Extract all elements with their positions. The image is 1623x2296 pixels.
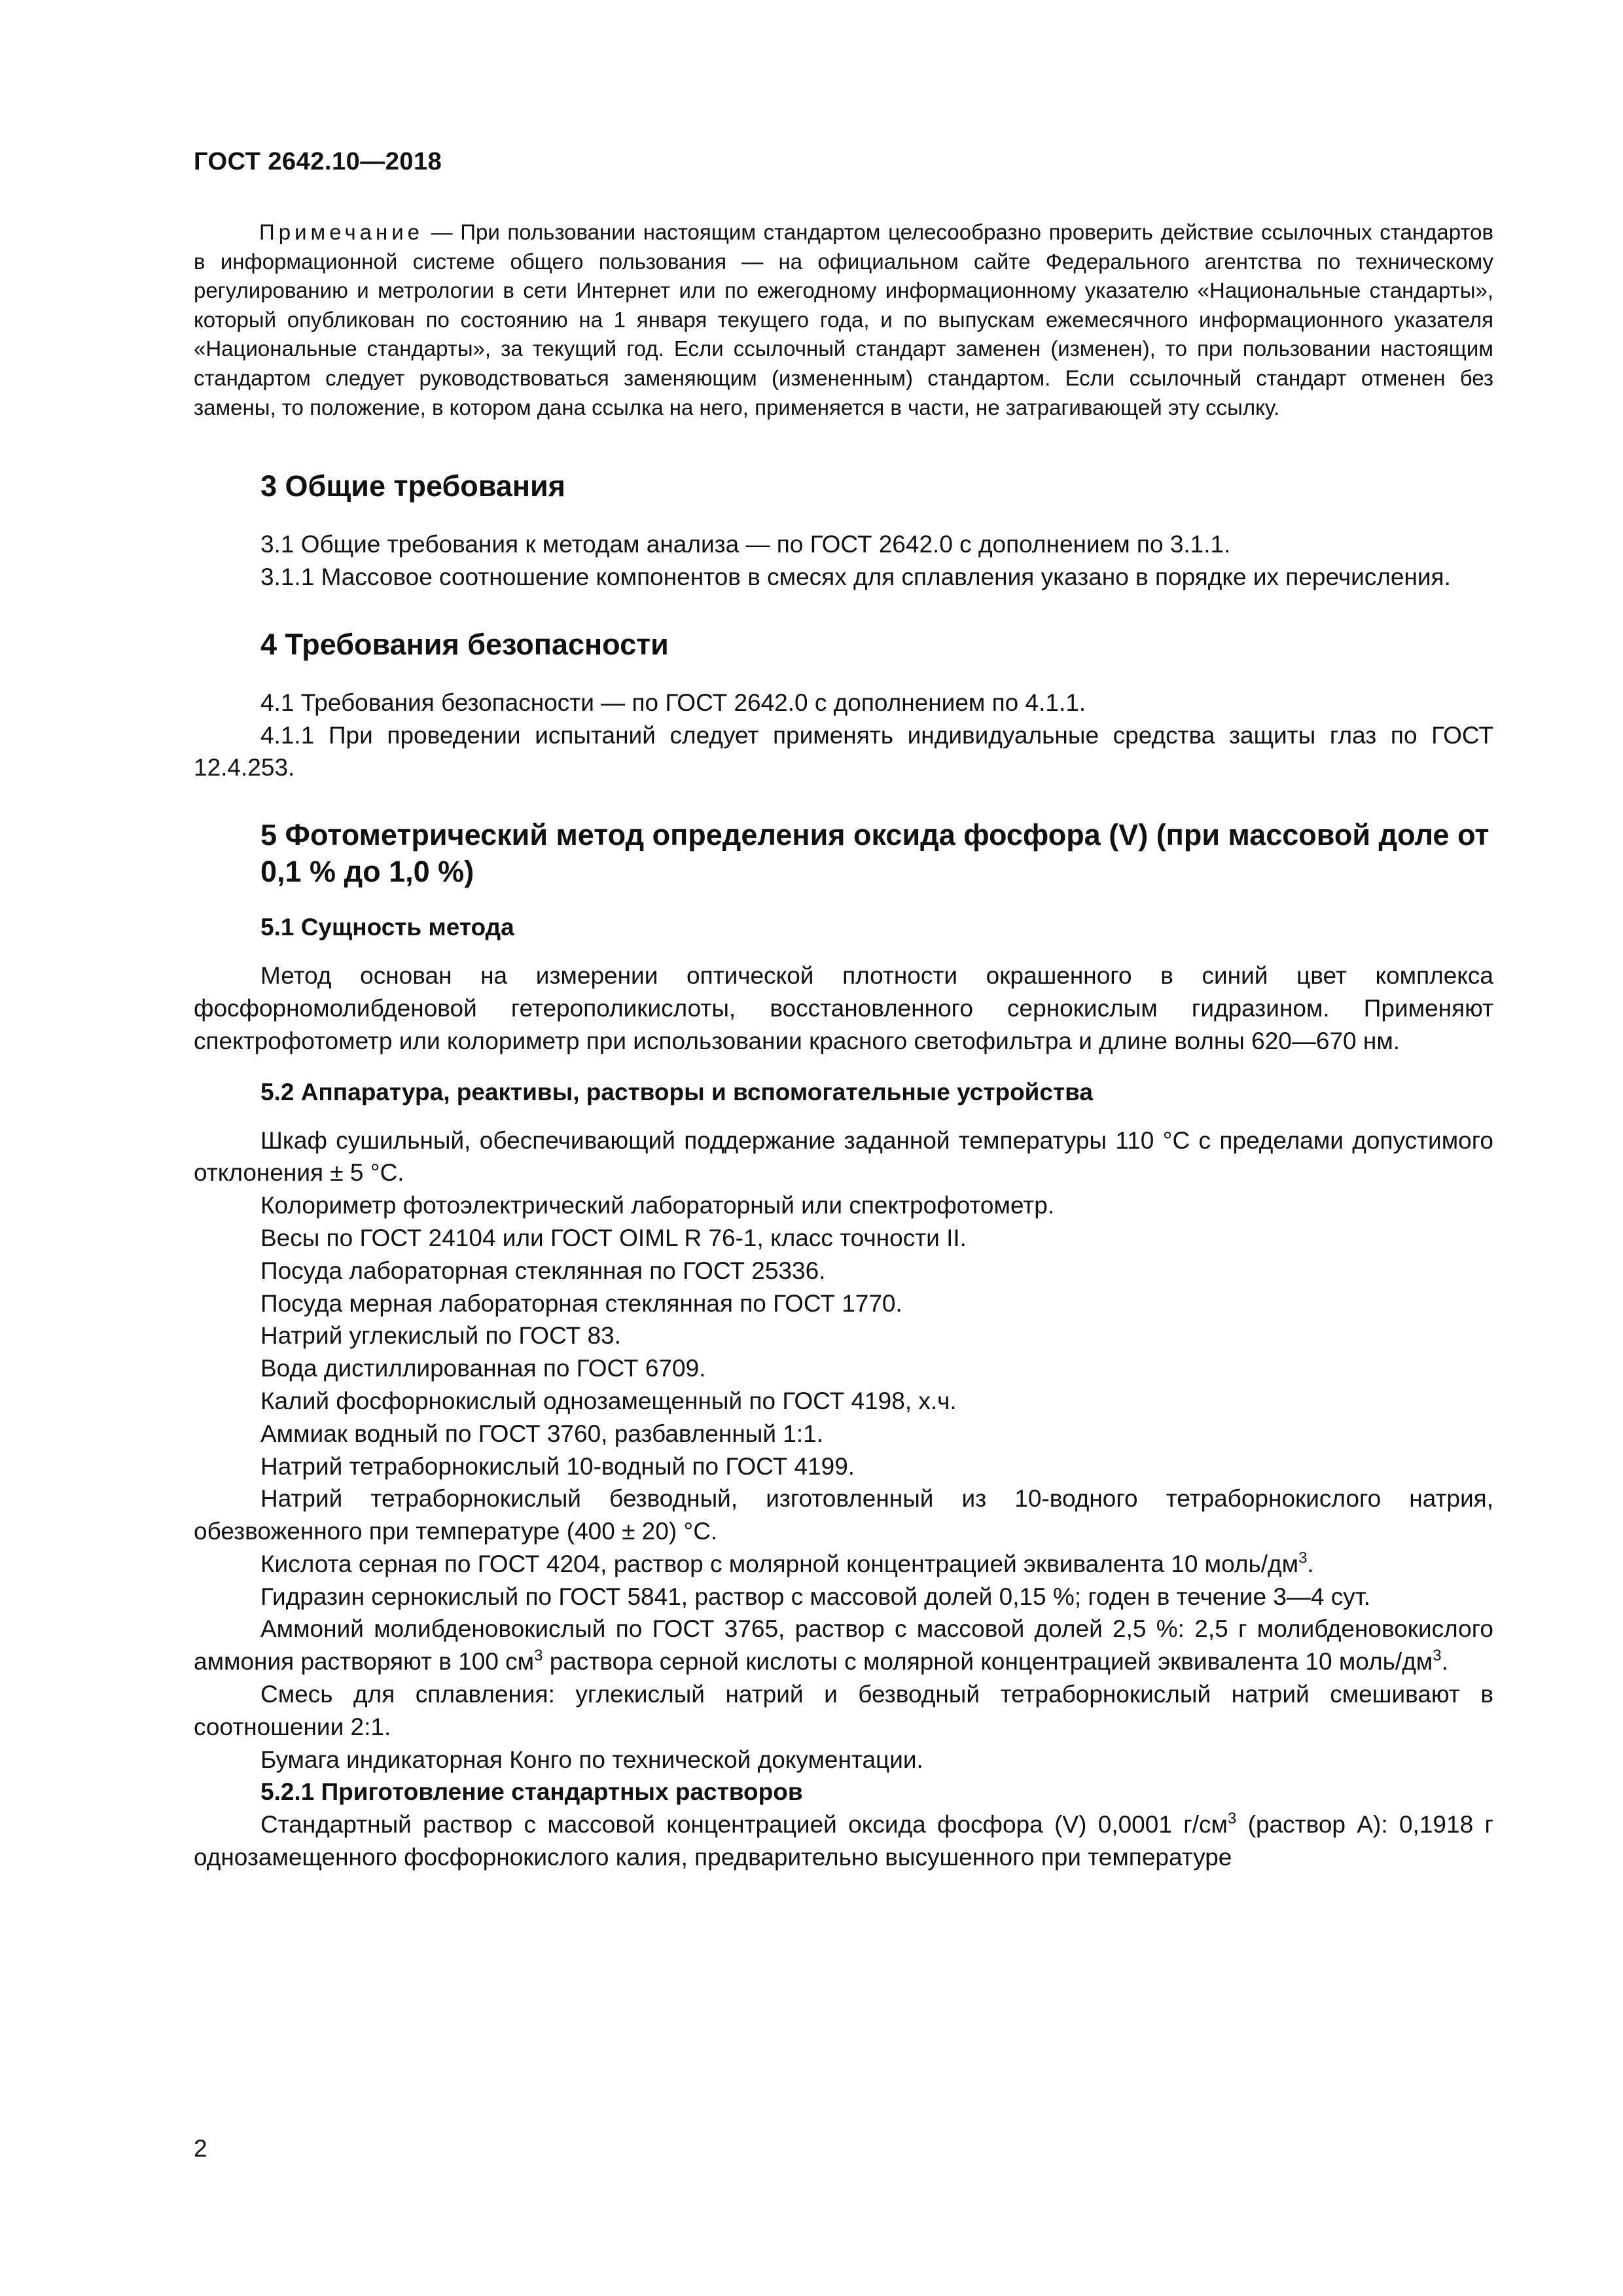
standard-solution-text-a: Стандартный раствор с массовой концентрацией оксида фосфора (V) 0,0001 г/см: [260, 1811, 1228, 1839]
standard-solution-paragraph: [194, 1808, 1493, 1874]
document-page: [194, 137, 1493, 1874]
subsection-5-2-title: 5.2 Аппаратура, реактивы, растворы и вспомогательные устройства: [260, 1078, 1093, 1105]
mixture-item: Смесь для сплавления: углекислый натрий и безводный тетраборнокислый натрий смешивают в соотношении 2:1.: [194, 1681, 1493, 1740]
page-number: 2: [194, 2135, 207, 2162]
subsection-5-1-title: 5.1 Сущность метода: [260, 914, 514, 941]
paragraph-3-1: 3.1 Общие требования к методам анализа — по ГОСТ 2642.0 с дополнением по 3.1.1.: [260, 531, 1231, 558]
section-3-title: 3 Общие требования: [260, 469, 565, 503]
paragraph-5-1: Метод основан на измерении оптической плотности окрашенного в синий цвет комплекса фосфорномолибденовой гетерополикислоты, восстановленного сернокислым гидразином. Применяют спектрофотометр или колориметр при использовании красного светофильтра и длине волны 620—670 нм.: [194, 962, 1493, 1054]
equipment-item: Шкаф сушильный, обеспечивающий поддержание заданной температуры 110 °С с пределами допустимого отклонения ± 5 °С.: [194, 1126, 1493, 1187]
equipment-item: Весы по ГОСТ 24104 или ГОСТ OIML R 76-1, класс точности II.: [260, 1224, 967, 1251]
ammonium-text-c: .: [1441, 1648, 1448, 1676]
ammonium-item: [194, 1613, 1493, 1678]
ammonium-text-b: раствора серной кислоты с молярной концентрацией эквивалента 10 моль/дм: [543, 1648, 1433, 1676]
hydrazine-item: Гидразин сернокислый по ГОСТ 5841, раствор с массовой долей 0,15 %; годен в течение 3—4 сут.: [260, 1583, 1370, 1610]
equipment-item: Колориметр фотоэлектрический лабораторный или спектрофотометр.: [260, 1192, 1055, 1219]
equipment-item: Натрий тетраборнокислый 10-водный по ГОСТ 4199.: [260, 1452, 855, 1480]
standard-solution-text-b: (раствор А): 0,1918 г однозамещенного фосфорнокислого калия, предварительно высушенного при температуре: [194, 1811, 1493, 1871]
note-block: [194, 218, 1493, 422]
equipment-item: Натрий тетраборнокислый безводный, изготовленный из 10-водного тетраборнокислого натрия, обезвоженного при температуре (400 ± 20) °С.: [194, 1485, 1493, 1545]
equipment-item: Посуда лабораторная стеклянная по ГОСТ 25336.: [260, 1257, 826, 1284]
superscript: 3: [534, 1647, 543, 1665]
superscript: 3: [1433, 1647, 1442, 1665]
note-text: — При пользовании настоящим стандартом целесообразно проверить действие ссылочных стандартов в информационной системе общего пользования — на официальном сайте Федерального агентства по техническому регулированию и метрологии в сети Интернет или по ежегодному информационному указателю «Национальные стандарты», который опубликован по состоянию на 1 января текущего года, и по выпускам ежемесячного информационного указателя «Национальные стандарты», за текущий год. Если ссылочный стандарт заменен (изменен), то при пользовании настоящим стандартом следует руководствоваться заменяющим (измененным) стандартом. Если ссылочный стандарт отменен без замены, то положение, в котором дана ссылка на него, применяется в части, не затрагивающей эту ссылку.: [194, 220, 1493, 420]
sulfuric-acid-item: [194, 1548, 1493, 1581]
subsection-5-2-1-title: 5.2.1 Приготовление стандартных растворов: [260, 1778, 803, 1806]
note-paragraph: [194, 218, 1493, 422]
equipment-item: Посуда мерная лабораторная стеклянная по ГОСТ 1770.: [260, 1289, 902, 1317]
paragraph-4-1-1: 4.1.1 При проведении испытаний следует применять индивидуальные средства защиты глаз по ГОСТ 12.4.253.: [194, 721, 1493, 781]
note-label: Примечание: [259, 220, 424, 244]
section-5-title: 5 Фотометрический метод определения оксида фосфора (V) (при массовой доле от 0,1 % до 1,0 %): [260, 818, 1489, 889]
equipment-item: Вода дистиллированная по ГОСТ 6709.: [260, 1355, 706, 1382]
paragraph-4-1: 4.1 Требования безопасности — по ГОСТ 2642.0 с дополнением по 4.1.1.: [260, 689, 1086, 716]
equipment-list: [194, 1124, 1493, 1776]
standard-code: ГОСТ 2642.10—2018: [194, 148, 442, 175]
paragraph-3-1-1: 3.1.1 Массовое соотношение компонентов в смесях для сплавления указано в порядке их перечисления.: [260, 563, 1451, 590]
equipment-item: Натрий углекислый по ГОСТ 83.: [260, 1322, 621, 1350]
superscript: 3: [1298, 1549, 1308, 1567]
superscript: 3: [1227, 1810, 1237, 1828]
indicator-paper-item: Бумага индикаторная Конго по технической документации.: [260, 1746, 923, 1773]
equipment-item: Калий фосфорнокислый однозамещенный по ГОСТ 4198, х.ч.: [260, 1387, 957, 1414]
section-4-title: 4 Требования безопасности: [260, 627, 669, 661]
ammonium-text-a: Аммоний молибденовокислый по ГОСТ 3765, раствор с массовой долей 2,5 %: 2,5 г молибденовокислого аммония растворяют в 100 см: [194, 1615, 1493, 1676]
equipment-item: Аммиак водный по ГОСТ 3760, разбавленный 1:1.: [260, 1420, 824, 1447]
sulfuric-acid-text: Кислота серная по ГОСТ 4204, раствор с молярной концентрацией эквивалента 10 моль/дм: [260, 1550, 1299, 1577]
sulfuric-acid-tail: .: [1307, 1550, 1314, 1577]
